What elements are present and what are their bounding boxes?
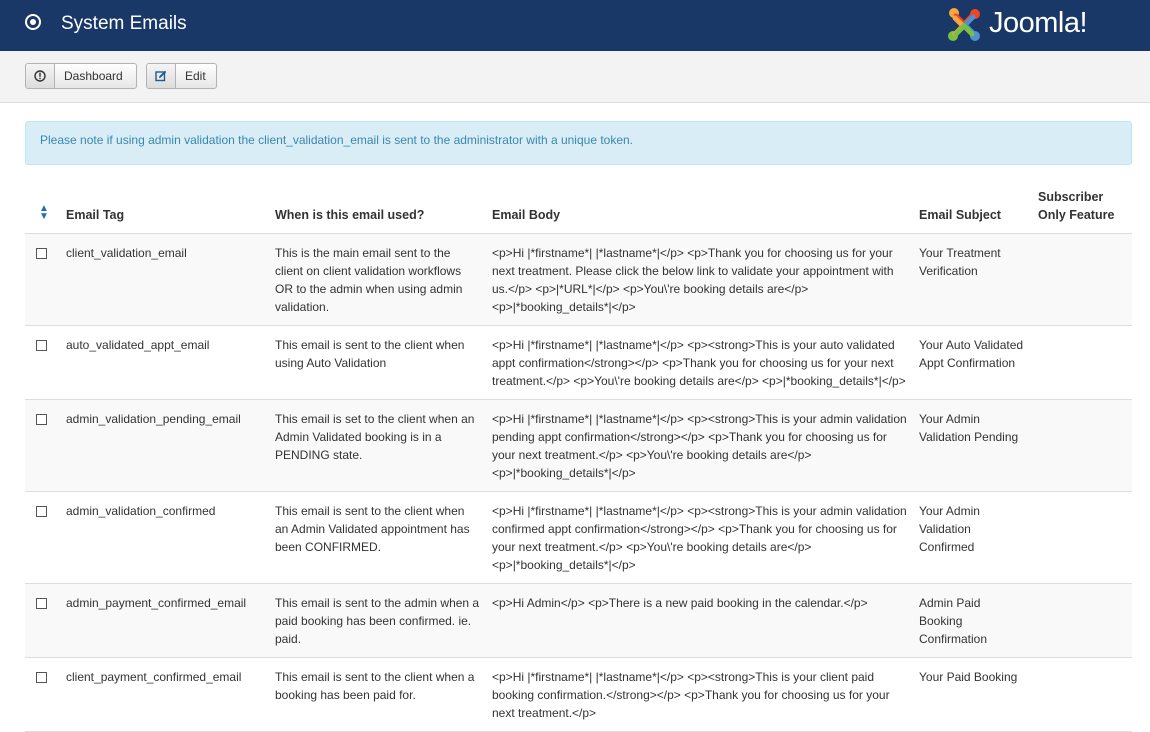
table-row[interactable]	[25, 400, 1132, 492]
edit-button-label: Edit	[185, 69, 206, 83]
subscriber-only-cell	[1032, 658, 1132, 732]
table-row[interactable]	[25, 584, 1132, 658]
joomla-logo-icon	[944, 5, 984, 45]
email-tag-cell: admin_validation_pending_email	[60, 400, 269, 492]
email-body-cell: <p>Hi |*firstname*| |*lastname*|</p> <p><strong>This is your admin validation pending appt confirmation</strong></p> <p>Thank you for choosing us for your next treatment.</p> <p>You\'re booking details are</p><p>|*booking_details*|</p>	[486, 400, 913, 492]
subscriber-only-cell	[1032, 584, 1132, 658]
email-tag-cell: admin_payment_confirmed_email	[60, 584, 269, 658]
email-subject-cell: Your Paid Booking	[913, 658, 1032, 732]
column-header-email-subject[interactable]: Email Subject	[913, 188, 1032, 234]
page-title: System Emails	[61, 13, 187, 34]
subscriber-only-cell	[1032, 400, 1132, 492]
column-header-when-used[interactable]: When is this email used?	[269, 188, 486, 234]
table-row[interactable]	[25, 658, 1132, 732]
email-tag-cell: client_validation_email	[60, 234, 269, 326]
when-used-cell: This is the main email sent to the client on client validation workflows OR to the admin when using admin validation.	[269, 234, 486, 326]
email-tag-cell: auto_validated_appt_email	[60, 326, 269, 400]
when-used-cell: This email is sent to the admin when a paid booking has been confirmed. ie. paid.	[269, 584, 486, 658]
table-row[interactable]	[25, 492, 1132, 584]
toolbar	[0, 51, 1150, 103]
when-used-cell: This email is sent to the client when an Admin Validated appointment has been CONFIRMED.	[269, 492, 486, 584]
row-checkbox[interactable]	[36, 414, 47, 425]
email-subject-cell: Your Admin Validation Confirmed	[913, 492, 1032, 584]
column-header-email-body[interactable]: Email Body	[486, 188, 913, 234]
subscriber-only-cell	[1032, 234, 1132, 326]
table-row[interactable]	[25, 326, 1132, 400]
joomla-logo	[944, 5, 1134, 45]
email-body-cell: <p>Hi |*firstname*| |*lastname*|</p> <p><strong>This is your auto validated appt confirmation</strong></p> <p>Thank you for choosing us for your next treatment.</p> <p>You\'re booking details are</p> <p>|*booking_details*|</p>	[486, 326, 913, 400]
email-tag-cell: admin_validation_confirmed	[60, 492, 269, 584]
row-checkbox[interactable]	[36, 672, 47, 683]
joomla-wordmark: Joomla!	[989, 7, 1088, 39]
table-row[interactable]	[25, 234, 1132, 326]
edit-button[interactable]	[146, 63, 217, 89]
email-subject-cell: Your Admin Validation Pending	[913, 400, 1032, 492]
app-header	[0, 0, 1150, 51]
sort-toggle[interactable]	[25, 188, 60, 234]
column-header-email-tag[interactable]: Email Tag	[60, 188, 269, 234]
row-checkbox[interactable]	[36, 248, 47, 259]
email-body-cell: <p>Hi |*firstname*| |*lastname*|</p> <p><strong>This is your client paid booking confirmation.</strong></p> <p>Thank you for choosing us for your next treatment.</p>	[486, 658, 913, 732]
row-checkbox[interactable]	[36, 506, 47, 517]
email-body-cell: <p>Hi Admin</p> <p>There is a new paid booking in the calendar.</p>	[486, 584, 913, 658]
when-used-cell: This email is set to the client when an Admin Validated booking is in a PENDING state.	[269, 400, 486, 492]
email-subject-cell: Your Treatment Verification	[913, 234, 1032, 326]
dashboard-button-label: Dashboard	[64, 69, 123, 83]
component-logo-icon	[25, 14, 41, 30]
table-header-row	[25, 188, 1132, 234]
email-subject-cell: Your Auto Validated Appt Confirmation	[913, 326, 1032, 400]
edit-icon	[147, 64, 176, 88]
row-checkbox[interactable]	[36, 340, 47, 351]
when-used-cell: This email is sent to the client when using Auto Validation	[269, 326, 486, 400]
subscriber-only-cell	[1032, 326, 1132, 400]
sort-icon: ▲ ▼	[39, 203, 49, 222]
info-icon	[26, 64, 55, 88]
column-header-subscriber-only[interactable]: Subscriber Only Feature	[1032, 188, 1132, 234]
email-tag-cell: client_payment_confirmed_email	[60, 658, 269, 732]
info-notice: Please note if using admin validation the client_validation_email is sent to the administrator with a unique token.	[25, 121, 1132, 165]
email-body-cell: <p>Hi |*firstname*| |*lastname*|</p> <p>Thank you for choosing us for your next treatment. Please click the below link to validate your appointment with us.</p> <p>|*URL*|</p> <p>You\'re booking details are</p> <p>|*booking_details*|</p>	[486, 234, 913, 326]
email-body-cell: <p>Hi |*firstname*| |*lastname*|</p> <p><strong>This is your admin validation confirmed appt confirmation</strong></p> <p>Thank you for choosing us for your next treatment.</p> <p>You\'re booking details are</p><p>|*booking_details*|</p>	[486, 492, 913, 584]
system-emails-table	[25, 188, 1132, 732]
email-subject-cell: Admin Paid Booking Confirmation	[913, 584, 1032, 658]
when-used-cell: This email is sent to the client when a booking has been paid for.	[269, 658, 486, 732]
dashboard-button[interactable]	[25, 63, 137, 89]
row-checkbox[interactable]	[36, 598, 47, 609]
subscriber-only-cell	[1032, 492, 1132, 584]
